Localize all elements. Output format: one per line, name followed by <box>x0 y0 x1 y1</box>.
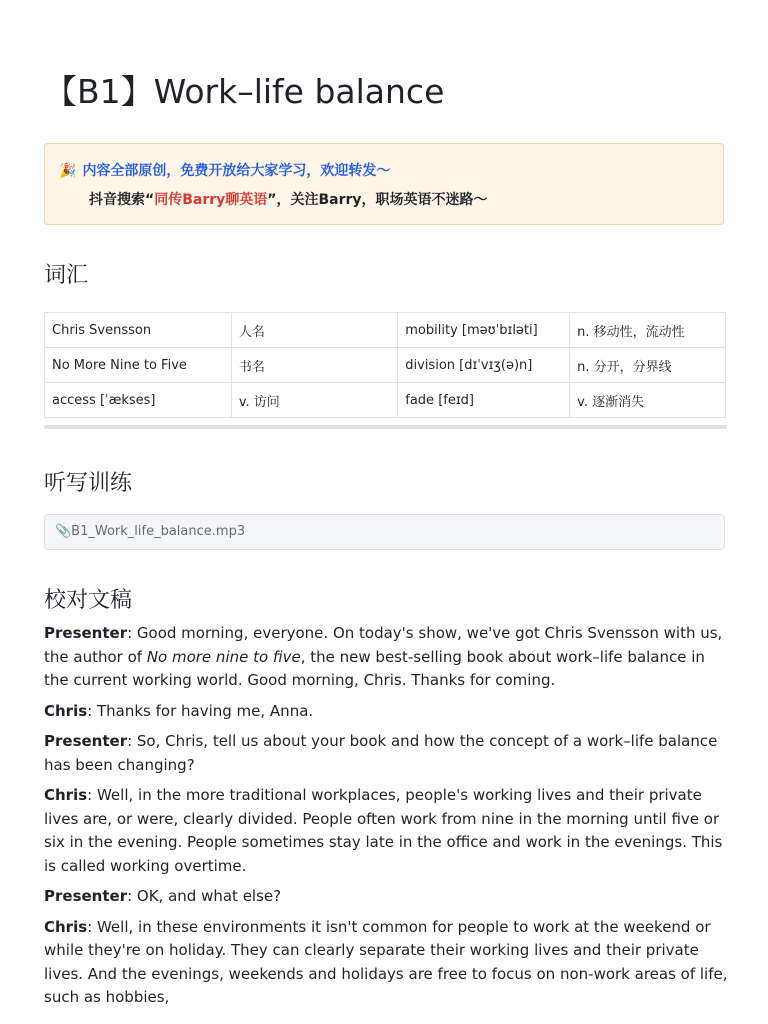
audio-attachment[interactable]: 📎B1_Work_life_balance.mp3 <box>44 514 725 550</box>
callout-box <box>44 143 724 225</box>
transcript-paragraph <box>44 622 734 693</box>
transcript-text: : Well, in these environments it isn't common for people to work at the weekend or while they're on holiday. They can clearly separate their working lives and their private lives. And the evenings, weekends and holidays are free to focus on non-work areas of life, such as hobbies, <box>44 917 728 1006</box>
transcript-text: , the new best-selling book about work–life balance in the current working world. Good morning, Chris. Thanks for coming. <box>44 647 705 689</box>
speaker-name: Chris <box>44 786 88 804</box>
table-row <box>45 348 726 383</box>
table-cell: v. 访问 <box>231 383 397 418</box>
party-popper-icon: 🎉 <box>59 163 77 179</box>
table-cell: No More Nine to Five <box>45 348 232 383</box>
transcript-paragraph <box>44 885 734 909</box>
transcript-text: : So, Chris, tell us about your book and how the concept of a work–life balance has been changing? <box>44 732 718 774</box>
heading-vocab: 词汇 <box>44 263 89 288</box>
transcript-text: : Good morning, everyone. On today's show, we've got Chris Svensson with us, the author of <box>44 624 723 666</box>
table-cell: access [ˈækses] <box>45 383 232 418</box>
callout-line-1 <box>59 160 390 180</box>
speaker-name: Chris <box>44 917 88 936</box>
transcript-text: : OK, and what else? <box>127 887 282 905</box>
callout-text-2-pre: 抖音搜索“ <box>89 192 155 208</box>
transcript-text: : Thanks for having me, Anna. <box>87 701 314 720</box>
callout-text-1: 内容全部原创，免费开放给大家学习，欢迎转发～ <box>82 163 391 179</box>
callout-highlight: 同传Barry聊英语 <box>154 192 268 208</box>
table-scrollbar[interactable] <box>44 425 727 429</box>
transcript-text: : Well, in the more traditional workplaces, people's working lives and their private lives are, or were, clearly divided. People often work from nine in the morning until five or six in the evening. People sometimes stay late in the office and work in the evenings. This is called working overtime. <box>44 786 723 875</box>
table-row <box>45 383 726 418</box>
transcript-paragraph <box>44 700 734 724</box>
table-cell: 人名 <box>231 313 397 348</box>
heading-dictation: 听写训练 <box>44 471 133 496</box>
speaker-name: Presenter <box>44 887 128 905</box>
table-cell: fade [feɪd] <box>398 383 570 418</box>
table-row <box>45 313 726 348</box>
page-title: 【B1】Work–life balance <box>44 72 445 111</box>
table-cell: division [dɪˈvɪʒ(ə)n] <box>398 348 570 383</box>
speaker-name: Chris <box>44 701 88 720</box>
table-cell: mobility [məʊˈbɪləti] <box>398 313 570 348</box>
speaker-name: Presenter <box>44 732 128 750</box>
book-title: No more nine to five <box>146 647 301 666</box>
callout-text-2-post: ”，关注Barry，职场英语不迷路～ <box>267 192 488 208</box>
table-cell: n. 移动性，流动性 <box>570 313 726 348</box>
table-cell: v. 逐渐消失 <box>570 383 726 418</box>
vocab-table <box>44 312 726 418</box>
table-cell: n. 分开，分界线 <box>570 348 726 383</box>
speaker-name: Presenter <box>44 624 128 642</box>
transcript-paragraph <box>44 916 734 1010</box>
heading-transcript: 校对文稿 <box>44 588 133 613</box>
table-cell: 书名 <box>231 348 397 383</box>
transcript-paragraph <box>44 784 734 878</box>
transcript-body <box>44 622 734 1017</box>
table-cell: Chris Svensson <box>45 313 232 348</box>
transcript-paragraph <box>44 730 734 777</box>
callout-line-2 <box>89 189 488 209</box>
